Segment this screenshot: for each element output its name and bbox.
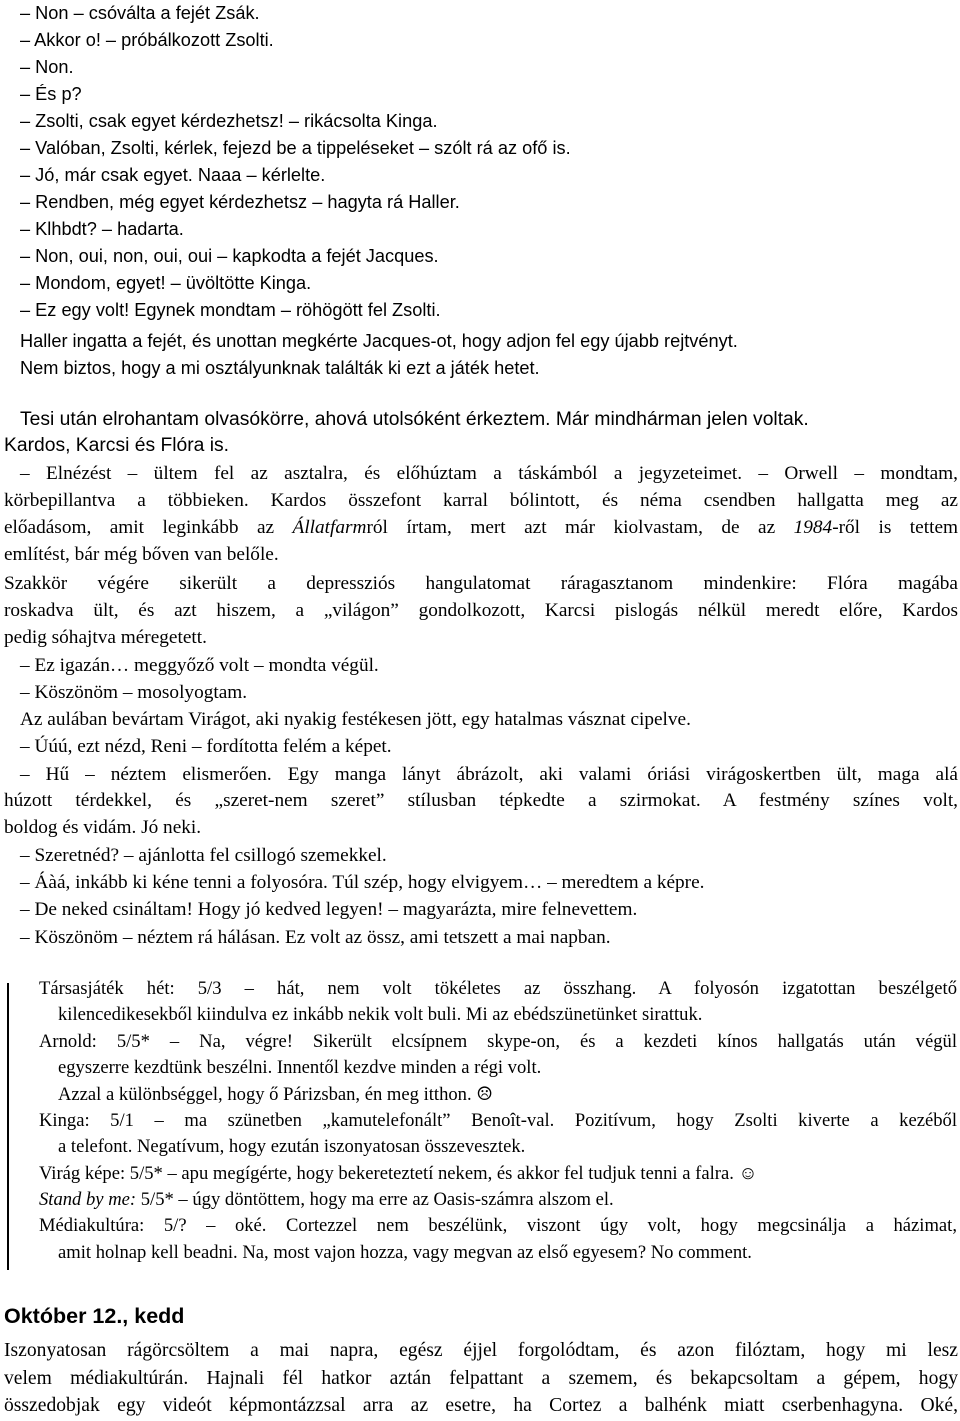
dialogue-line: – Áàá, inkább ki kéne tenni a folyosóra. Túl szép, hogy elvigyem… – meredtem a képre. — [20, 872, 705, 893]
paragraph-line: – Elnézést – ültem fel az asztalra, és előhúztam a táskámból a jegyzeteimet. – Orwell – mondtam, — [20, 463, 958, 484]
song-title: Stand by me: — [39, 1189, 137, 1210]
dialogue-line: – Szeretnéd? – ajánlotta fel csillogó szemekkel. — [20, 845, 387, 866]
text-span: előadásom, amit leginkább az — [4, 517, 293, 538]
paragraph-line: körbepillantva a többieken. Kardos összefont karral bólintott, és néma csendben hallgatta meg az — [4, 490, 958, 511]
dialogue-line: – Rendben, még egyet kérdezhetsz – hagyta rá Haller. — [20, 192, 460, 212]
review-line: Arnold: 5/5* – Na, végre! Sikerült elcsípnem skype-on, és a kezdeti kínos hallgatás után végül — [39, 1031, 957, 1052]
paragraph-line: említést, bár még bőven van belőle. — [4, 544, 279, 565]
dialogue-line: – Non. — [20, 57, 74, 77]
book-title-animal-farm: Állatfarm — [292, 517, 367, 538]
paragraph-line: Tesi után elrohantam olvasókörre, ahová utolsóként érkeztem. Már mindhárman jelen voltak. — [20, 409, 809, 430]
date-heading: Október 12., kedd — [4, 1304, 185, 1328]
paragraph-line: Szakkör végére sikerült a depressziós hangulatomat ráragasztanom mindenkire: Flóra magába — [4, 573, 958, 594]
text-span: -ről is tettem — [832, 517, 958, 538]
review-line: Virág képe: 5/5* – apu megígérte, hogy bekereteztetí nekem, és akkor fel tudjuk tenni a falra. ☺ — [39, 1163, 758, 1184]
dialogue-line: – Zsolti, csak egyet kérdezhetsz! – rikácsolta Kinga. — [20, 111, 438, 131]
paragraph-line: velem médiakultúrán. Hajnali fél hatkor aztán felpattant a szemem, és bekapcsoltam a gépem, hogy — [4, 1368, 958, 1389]
dialogue-line: Haller ingatta a fejét, és unottan megkérte Jacques-ot, hogy adjon fel egy újabb rejtvényt. — [20, 331, 738, 351]
dialogue-line: – Ez igazán… meggyőző volt – mondta végül. — [20, 655, 379, 676]
dialogue-line: – Ez egy volt! Egynek mondtam – röhögött fel Zsolti. — [20, 300, 441, 320]
book-title-1984: 1984 — [793, 517, 833, 538]
paragraph-line: – Hű – néztem elismerően. Egy manga lányt ábrázolt, aki valami óriási virágoskertben ült, maga alá — [20, 764, 958, 785]
text-span: ról írtam, mert azt már kiolvastam, de az — [366, 517, 794, 538]
paragraph-line: összedobjak egy videót képmontázzsal arra az esetre, ha Cortez a balhénk miatt cserbenhagyna. Oké, — [4, 1395, 958, 1416]
review-line: Médiakultúra: 5/? – oké. Cortezzel nem beszélünk, viszont úgy volt, hogy megcsinálja a házimat, — [39, 1215, 957, 1236]
dialogue-line: – Köszönöm – néztem rá hálásan. Ez volt az össz, ami tetszett a mai napban. — [20, 927, 611, 948]
review-line — [39, 1187, 614, 1213]
paragraph-line: Az aulában bevártam Virágot, aki nyakig festékesen jött, egy hatalmas vásznat cipelve. — [20, 709, 691, 730]
review-line: Kinga: 5/1 – ma szünetben „kamutelefonált” Benoît-val. Pozitívum, hogy Zsolti kiverte a kezéből — [39, 1110, 957, 1131]
paragraph-line: boldog és vidám. Jó neki. — [4, 817, 202, 838]
dialogue-line: – Köszönöm – mosolyogtam. — [20, 682, 248, 703]
dialogue-line: – De neked csináltam! Hogy jó kedved legyen! – magyarázta, mire felnevettem. — [20, 899, 638, 920]
dialogue-line: – Non – csóválta a fejét Zsák. — [20, 3, 260, 23]
dialogue-line: – Klhbdt? – hadarta. — [20, 219, 184, 239]
paragraph-line — [4, 515, 958, 542]
review-line: amit holnap kell beadni. Na, most vajon hozza, vagy megvan az első egyesem? No comment. — [58, 1242, 752, 1263]
review-line: kilencedikesekből kiindulva ez inkább nekik volt buli. Mi az ebédszünetünket sirattuk. — [58, 1004, 703, 1025]
paragraph-line: Kardos, Karcsi és Flóra is. — [4, 435, 230, 456]
review-line: Azzal a különbséggel, hogy ő Párizsban, én meg itthon. ☹ — [58, 1084, 493, 1105]
dialogue-line: – Jó, már csak egyet. Naaa – kérlelte. — [20, 165, 326, 185]
review-line: Társasjáték hét: 5/3 – hát, nem volt tökéletes az összhang. A folyosón izgatottan beszélgető — [39, 978, 957, 999]
text-span: 5/5* – úgy döntöttem, hogy ma erre az Oasis-számra alszom el. — [136, 1189, 614, 1210]
dialogue-line: – Mondom, egyet! – üvöltötte Kinga. — [20, 273, 312, 293]
dialogue-line: – És p? — [20, 84, 82, 104]
dialogue-line: – Úúú, ezt nézd, Reni – fordította felém a képet. — [20, 736, 392, 757]
dialogue-line: – Akkor o! – próbálkozott Zsolti. — [20, 30, 274, 50]
paragraph-line: pedig sóhajtva méregetett. — [4, 627, 207, 648]
paragraph-line: roskadva ült, és azt hiszem, a „világon” gondolkozott, Karcsi pislogás nélkül meredt előre, Kardos — [4, 600, 958, 621]
review-line: a telefont. Negatívum, hogy ezután iszonyatosan összevesztek. — [58, 1136, 526, 1157]
dialogue-line: Nem biztos, hogy a mi osztályunknak találták ki ezt a játék hetet. — [20, 358, 540, 378]
dialogue-line: – Non, oui, non, oui, oui – kapkodta a fejét Jacques. — [20, 246, 439, 266]
dialogue-line: – Valóban, Zsolti, kérlek, fejezd be a tippeléseket – szólt rá az ofő is. — [20, 138, 571, 158]
review-margin-bar — [7, 983, 9, 1270]
review-line: egyszerre kezdtünk beszélni. Innentől kezdve minden a régi volt. — [58, 1057, 542, 1078]
paragraph-line: Iszonyatosan rágörcsöltem a mai napra, egész éjjel forgolódtam, és azon filóztam, hogy mi lesz — [4, 1340, 958, 1361]
paragraph-line: húzott térdekkel, és „szeret-nem szeret” stílusban tépkedte a szirmokat. A festmény színes volt, — [4, 790, 958, 811]
